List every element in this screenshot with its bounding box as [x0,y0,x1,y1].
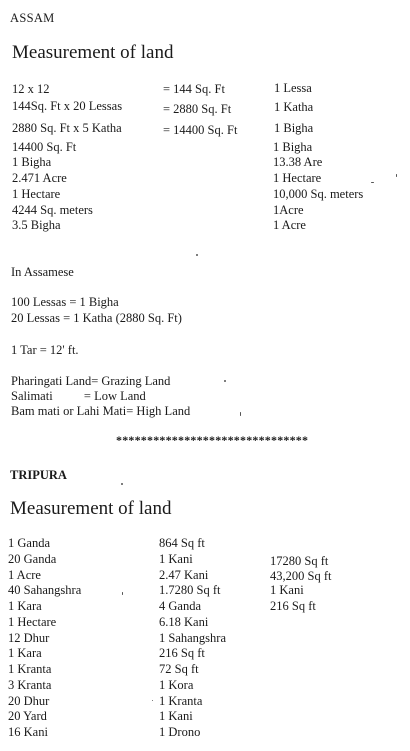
tripura-cell-col1: 1 Acre [8,568,41,582]
tripura-cell-col2: 72 Sq ft [159,662,199,676]
tripura-cell-col2: 1.7280 Sq ft [159,583,221,597]
conversion-right: 1 Katha [274,100,314,114]
tripura-cell-col1: 3 Kranta [8,678,52,692]
tripura-cell-col2: 6.18 Kani [159,615,209,629]
tripura-cell-col2: 2.47 Kani [159,568,209,582]
conversion-right: 1 Lessa [274,81,312,95]
tripura-section-heading: Measurement of land [10,498,172,519]
scan-speck [224,380,226,382]
scan-speck [396,174,397,177]
assamese-heading: In Assamese [11,265,74,279]
scan-speck [152,700,153,701]
pair-right: 1 Hectare [273,171,322,185]
tripura-cell-col2: 1 Sahangshra [159,631,226,645]
tripura-cell-col1: 1 Kara [8,599,42,613]
conversion-left: 144Sq. Ft x 20 Lessas [12,99,123,113]
conversion-mid: = 14400 Sq. Ft [163,123,238,137]
tripura-cell-col3: 216 Sq ft [270,599,316,613]
pair-left: 3.5 Bigha [12,218,61,232]
conversion-mid: = 144 Sq. Ft [163,82,225,96]
scan-speck [240,412,241,416]
assamese-line: 20 Lessas = 1 Katha (2880 Sq. Ft) [11,311,182,325]
assam-region-title: ASSAM [10,11,55,25]
tripura-cell-col1: 1 Hectare [8,615,57,629]
tripura-cell-col2: 1 Kranta [159,694,203,708]
tripura-cell-col3: 1 Kani [270,583,304,597]
land-type: Pharingati Land= Grazing Land [11,374,171,388]
tripura-cell-col1: 20 Dhur [8,694,50,708]
conversion-mid: = 2880 Sq. Ft [163,102,232,116]
tripura-region-title: TRIPURA [10,468,67,482]
section-separator: ******************************* [116,433,309,447]
pair-right: 10,000 Sq. meters [273,187,364,201]
tripura-cell-col2: 864 Sq ft [159,536,205,550]
conversion-left: 2880 Sq. Ft x 5 Katha [12,121,122,135]
tripura-cell-col1: 20 Yard [8,709,47,723]
assam-section-heading: Measurement of land [12,42,174,63]
tripura-cell-col2: 1 Kani [159,552,193,566]
tripura-cell-col3: 43,200 Sq ft [270,569,332,583]
tripura-cell-col2: 1 Drono [159,725,201,739]
pair-left: 4244 Sq. meters [12,203,93,217]
tripura-cell-col2: 216 Sq ft [159,646,205,660]
land-type: Salimati = Low Land [11,389,146,403]
tripura-cell-col1: 1 Kranta [8,662,52,676]
pair-left: 1 Bigha [12,155,52,169]
scan-speck [121,483,123,485]
pair-right: 1 Bigha [273,140,313,154]
pair-left: 14400 Sq. Ft [12,140,77,154]
tripura-cell-col2: 1 Kora [159,678,194,692]
tripura-cell-col2: 4 Ganda [159,599,201,613]
land-type: Bam mati or Lahi Mati= High Land [11,404,191,418]
conversion-left: 12 x 12 [12,82,50,96]
conversion-right: 1 Bigha [274,121,314,135]
tripura-cell-col1: 1 Kara [8,646,42,660]
pair-left: 2.471 Acre [12,171,67,185]
scan-speck [122,592,123,595]
tripura-cell-col3: 17280 Sq ft [270,554,329,568]
pair-right: 1 Acre [273,218,306,232]
pair-left: 1 Hectare [12,187,61,201]
tripura-cell-col2: 1 Kani [159,709,193,723]
tripura-cell-col1: 40 Sahangshra [8,583,82,597]
tripura-cell-col1: 1 Ganda [8,536,50,550]
scan-speck [371,182,374,183]
tripura-cell-col1: 12 Dhur [8,631,50,645]
scan-speck [196,254,198,256]
tripura-cell-col1: 16 Kani [8,725,48,739]
pair-right: 1Acre [273,203,304,217]
tar-line: 1 Tar = 12' ft. [11,343,79,357]
assamese-line: 100 Lessas = 1 Bigha [11,295,119,309]
tripura-cell-col1: 20 Ganda [8,552,57,566]
pair-right: 13.38 Are [273,155,323,169]
